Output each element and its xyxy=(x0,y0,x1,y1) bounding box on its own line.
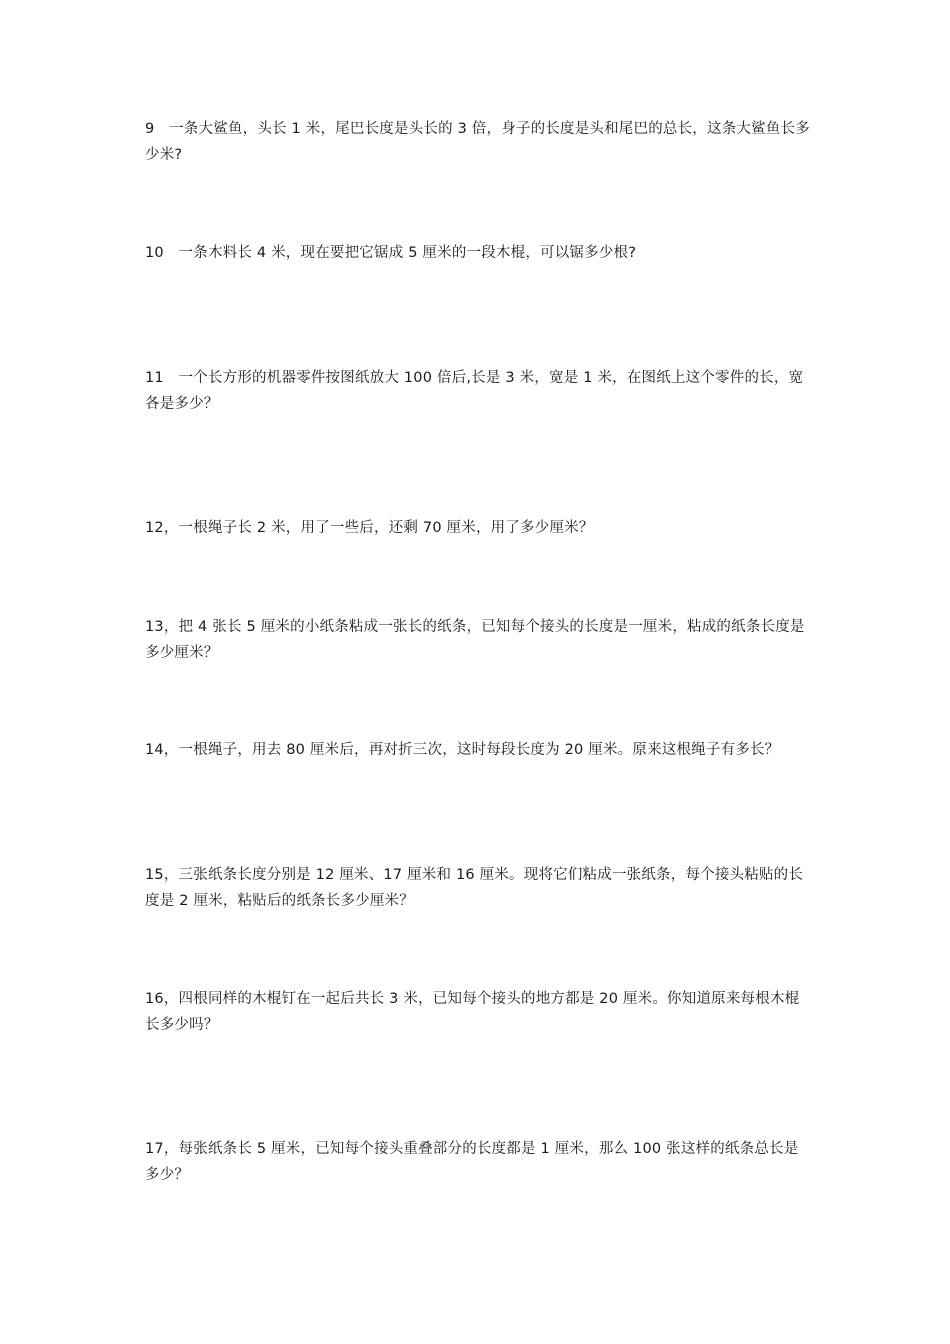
question-13: 13，把 4 张长 5 厘米的小纸条粘成一张长的纸条，已知每个接头的长度是一厘米，粘成的纸条长度是多少厘米？ xyxy=(145,619,805,661)
question-14: 14，一根绳子，用去 80 厘米后，再对折三次，这时每段长度为 20 厘米。原来这根绳子有多长？ xyxy=(145,742,780,758)
question-15: 15，三张纸条长度分别是 12 厘米、17 厘米和 16 厘米。现将它们粘成一张纸条，每个接头粘贴的长度是 2 厘米，粘贴后的纸条长多少厘米？ xyxy=(145,867,804,909)
question-17: 17，每张纸条长 5 厘米，已知每个接头重叠部分的长度都是 1 厘米，那么 100 张这样的纸条总长是多少？ xyxy=(145,1141,799,1183)
question-12: 12，一根绳子长 2 米，用了一些后，还剩 70 厘米，用了多少厘米？ xyxy=(145,520,594,536)
question-16: 16，四根同样的木棍钉在一起后共长 3 米，已知每个接头的地方都是 20 厘米。你知道原来每根木棍长多少吗？ xyxy=(145,991,800,1033)
question-10: 10 一条木料长 4 米，现在要把它锯成 5 厘米的一段木棍，可以锯多少根? xyxy=(145,245,637,261)
question-9: 9 一条大鲨鱼，头长 1 米，尾巴长度是头长的 3 倍，身子的长度是头和尾巴的总长，这条大鲨鱼长多少米? xyxy=(145,121,810,163)
question-11: 11 一个长方形的机器零件按图纸放大 100 倍后,长是 3 米，宽是 1 米，在图纸上这个零件的长，宽各是多少？ xyxy=(145,370,804,412)
